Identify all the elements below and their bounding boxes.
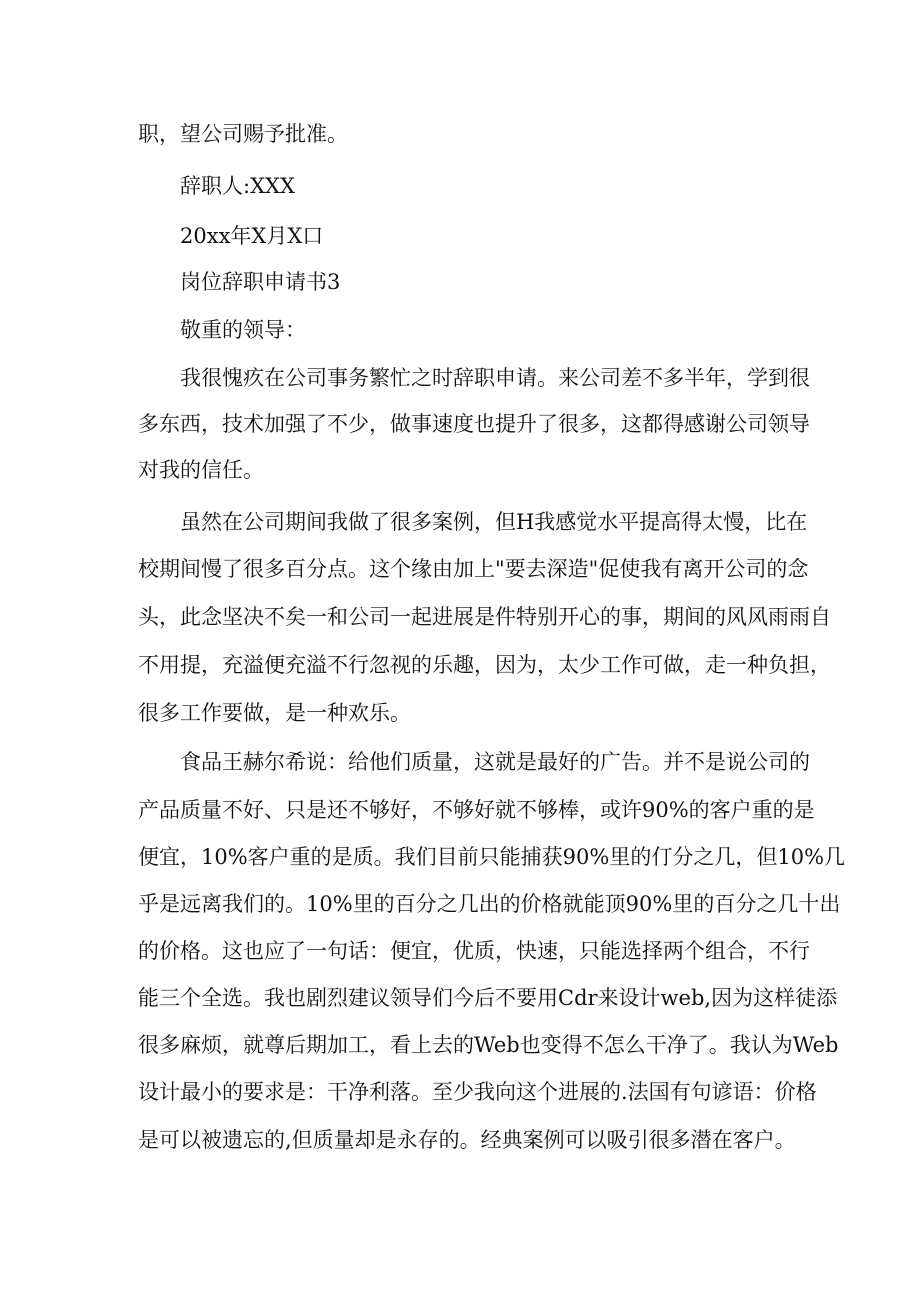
paragraph-1-line-2: 多东西，技术加强了不少，做事速度也提升了很多，这都得感谢公司领导 — [138, 412, 810, 436]
date-line: 20xx年X月X口 — [180, 224, 324, 248]
paragraph-2-line-2: 校期间慢了很多百分点。这个缘由加上"要去深造"促使我有离开公司的念 — [138, 557, 809, 581]
paragraph-3-line-8: 设计最小的要求是：干净利落。至少我向这个进展的.法国有句谚语：价格 — [138, 1080, 817, 1104]
paragraph-2-line-4: 不用提，充溢便充溢不行忽视的乐趣，因为，太少工作可做，走一种负担， — [138, 653, 831, 677]
paragraph-3-line-1: 食品王赫尔希说：给他们质量，这就是最好的广告。并不是说公司的 — [180, 750, 810, 774]
paragraph-3-line-3: 便宜，10%客户重的是质。我们目前只能捕获90%里的仃分之几，但10%几 — [138, 845, 846, 869]
paragraph-3-line-4: 乎是远离我们的。10%里的百分之几出的价格就能顶90%里的百分之几十出 — [138, 892, 841, 916]
text-line-closing: 职，望公司赐予批准。 — [138, 122, 348, 146]
salutation: 敬重的领导： — [180, 318, 306, 342]
paragraph-3-line-9: 是可以被遗忘的,但质量却是永存的。经典案例可以吸引很多潜在客户。 — [138, 1128, 796, 1152]
paragraph-3-line-5: 的价格。这也应了一句话：便宜，优质，快速，只能选择两个组合，不行 — [138, 939, 810, 963]
paragraph-3-line-6: 能三个全选。我也剧烈建议领导们今后不要用Cdr来设计web,因为这样徒添 — [138, 986, 838, 1010]
paragraph-1-line-3: 对我的信任。 — [138, 458, 264, 482]
paragraph-1-line-1: 我很愧疚在公司事务繁忙之时辞职申请。来公司差不多半年，学到很 — [180, 366, 810, 390]
paragraph-3-line-2: 产品质量不好、只是还不够好，不够好就不够棒，或许90%的客户重的是 — [138, 798, 815, 822]
paragraph-2-line-5: 很多工作要做，是一种欢乐。 — [138, 701, 411, 725]
paragraph-2-line-3: 头，此念坚决不矣一和公司一起进展是件特别开心的事，期间的风风雨雨自 — [138, 605, 831, 629]
paragraph-3-line-7: 很多麻烦，就尊后期加工，看上去的Web也变得不怎么干净了。我认为Web — [138, 1033, 839, 1057]
section-title: 岗位辞职申请书3 — [180, 270, 341, 294]
paragraph-2-line-1: 虽然在公司期间我做了很多案例，但H我感觉水平提高得太慢，比在 — [180, 510, 808, 534]
signature-line: 辞职人:XXX — [180, 174, 295, 198]
